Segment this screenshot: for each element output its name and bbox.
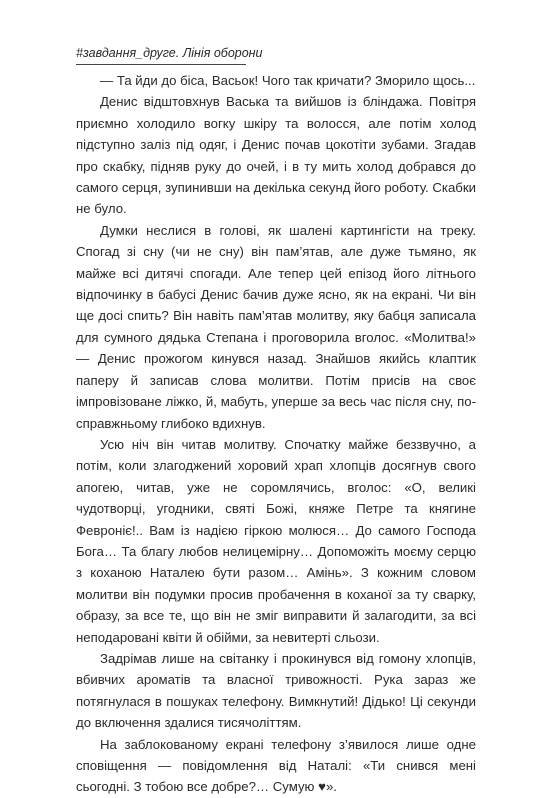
paragraph: Денис відштовхнув Васька та вийшов із бліндажа. Повітря приємно холодило вогку шкіру та волосся, але потім холод підступно заліз під одяг, і Денис почав цокотіти зубами. Згадав про скабку, підняв руку до очей, і в ту мить холод добрався до самого серця, зупинивши на декілька секунд його роботу. Скабки не було.	[76, 94, 476, 217]
paragraph: — Та йди до біса, Васьок! Чого так кричати? Зморило щось...	[100, 73, 476, 88]
body-text	[76, 70, 476, 798]
paragraph: Думки неслися в голові, як шалені картингісти на треку. Спогад зі сну (чи не сну) він пам’ятав, але дуже тьмяно, як майже всі дитячі спогади. Але тепер цей епізод його літнього відпочинку в бабусі Денис бачив дуже ясно, як на екрані. Чи він ще досі спить? Він навіть пам’ятав молитву, яку бабця записала для сумного дядька Степана і проговорила вголос. «Молитва!» — Денис прожогом кинувся назад. Знайшов якийсь клаптик паперу й записав слова молитви. Потім присів на своє імпровізоване ліжко, й, мабуть, уперше за весь час після сну, по-справжньому глибоко вдихнув.	[76, 222, 476, 431]
running-head-rule	[76, 64, 246, 65]
paragraph: Усю ніч він читав молитву. Спочатку майже беззвучно, а потім, коли злагоджений хоровий храп хлопців досягнув свого апогею, читав, уже не соромлячись, вголос: «О, великі чудотворці, угодники, святі Божі, княже Петре та княгине Февроніє!.. Вам із надією гіркою молюся… До самого Господа Бога… Та благу любов нелицемірну… Допоможіть моєму серцю з коханою Наталею бути разом… Амінь». З кожним словом молитви він подумки просив пробачення в коханої за ту сварку, образу, за все те, що він не зміг виправити й залагодити, за всі неподаровані квіти й обійми, за невитерті сльози.	[76, 436, 476, 645]
paragraph: На заблокованому екрані телефону з’явилося лише одне сповіщення — повідомлення від Наталі: «Ти снився мені сьогодні. З тобою все добре?… Сумую ♥».	[76, 736, 476, 795]
paragraph: Задрімав лише на світанку і прокинувся від гомону хлопців, вбивчих ароматів та власної тривожності. Рука зараз же потягнулася в пошуках телефону. Вимкнутий! Дідько! Ці секунди до включення здалися тисячоліттям.	[76, 650, 476, 731]
running-head: #завдання_друге. Лінія оборони	[76, 46, 263, 60]
